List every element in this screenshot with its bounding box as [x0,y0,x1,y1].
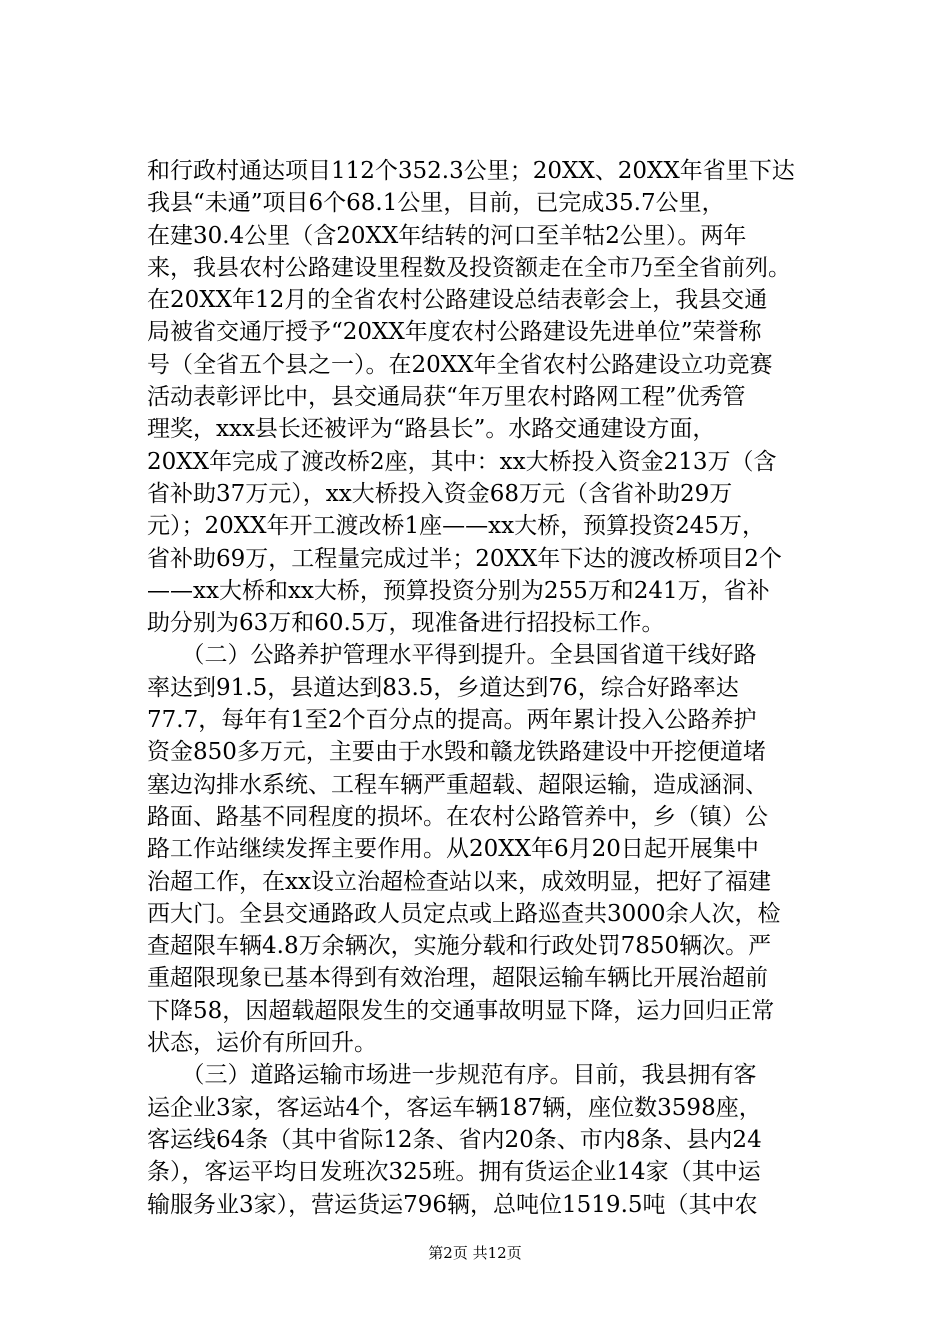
text-line: （二）公路养护管理水平得到提升。全县国省道干线好路 [147,642,757,669]
text-line: 条），客运平均日发班次325班。拥有货运企业14家（其中运 [147,1159,761,1186]
text-line: 元）；20XX年开工渡改桥1座——xx大桥，预算投资245万， [147,513,765,540]
text-line: 路面、路基不同程度的损坏。在农村公路管养中，乡（镇）公 [147,803,768,830]
text-line: 局被省交通厅授予“20XX年度农村公路建设先进单位”荣誉称 [147,319,762,346]
text-line: 路工作站继续发挥主要作用。从20XX年6月20日起开展集中 [147,836,759,863]
text-line: 理奖，xxx县长还被评为“路县长”。水路交通建设方面， [147,416,716,443]
text-line: 查超限车辆4.8万余辆次，实施分载和行政处罚7850辆次。严 [147,933,772,960]
page-footer: 第2页 共12页 [428,1244,522,1262]
text-line: 重超限现象已基本得到有效治理，超限运输车辆比开展治超前 [147,965,768,992]
text-line: 率达到91.5，县道达到83.5，乡道达到76，综合好路率达 [147,674,739,701]
text-line: 下降58，因超载超限发生的交通事故明显下降，运力回归正常 [147,997,775,1024]
text-line: 在建30.4公里（含20XX年结转的河口至羊牯2公里）。两年 [147,222,747,249]
text-line: 省补助69万，工程量完成过半；20XX年下达的渡改桥项目2个 [147,545,782,572]
text-line: 77.7，每年有1至2个百分点的提高。两年累计投入公路养护 [147,707,757,734]
text-line: 运企业3家，客运站4个，客运车辆187辆，座位数3598座， [147,1094,762,1121]
text-line: （三）道路运输市场进一步规范有序。目前，我县拥有客 [147,1062,757,1089]
text-line: 客运线64条（其中省际12条、省内20条、市内8条、县内24 [147,1126,762,1153]
text-line: 助分别为63万和60.5万，现准备进行招投标工作。 [147,610,665,637]
text-line: 我县“未通”项目6个68.1公里，目前，已完成35.7公里， [147,190,725,217]
text-line: 资金850多万元，主要由于水毁和赣龙铁路建设中开挖便道堵 [147,739,766,766]
text-line: 号（全省五个县之一）。在20XX年全省农村公路建设立功竞赛 [147,351,773,378]
text-line: 活动表彰评比中，县交通局获“年万里农村路网工程”优秀管 [147,384,746,411]
text-line: 20XX年完成了渡改桥2座，其中：xx大桥投入资金213万（含 [147,448,777,475]
text-line: 来，我县农村公路建设里程数及投资额走在全市乃至全省前列。 [147,254,791,281]
text-line: ——xx大桥和xx大桥，预算投资分别为255万和241万，省补 [147,577,770,604]
text-line: 在20XX年12月的全省农村公路建设总结表彰会上，我县交通 [147,287,768,314]
text-line: 输服务业3家），营运货运796辆，总吨位1519.5吨（其中农 [147,1191,758,1218]
text-line: 省补助37万元），xx大桥投入资金68万元（含省补助29万 [147,480,733,507]
text-line: 西大门。全县交通路政人员定点或上路巡查共3000余人次，检 [147,900,781,927]
body-text [147,155,827,1221]
text-line: 治超工作，在xx设立治超检查站以来，成效明显，把好了福建 [147,868,771,895]
text-line: 塞边沟排水系统、工程车辆严重超载、超限运输，造成涵洞、 [147,771,768,798]
text-line: 和行政村通达项目112个352.3公里；20XX、20XX年省里下达 [147,158,795,184]
text-line: 状态，运价有所回升。 [147,1030,377,1057]
